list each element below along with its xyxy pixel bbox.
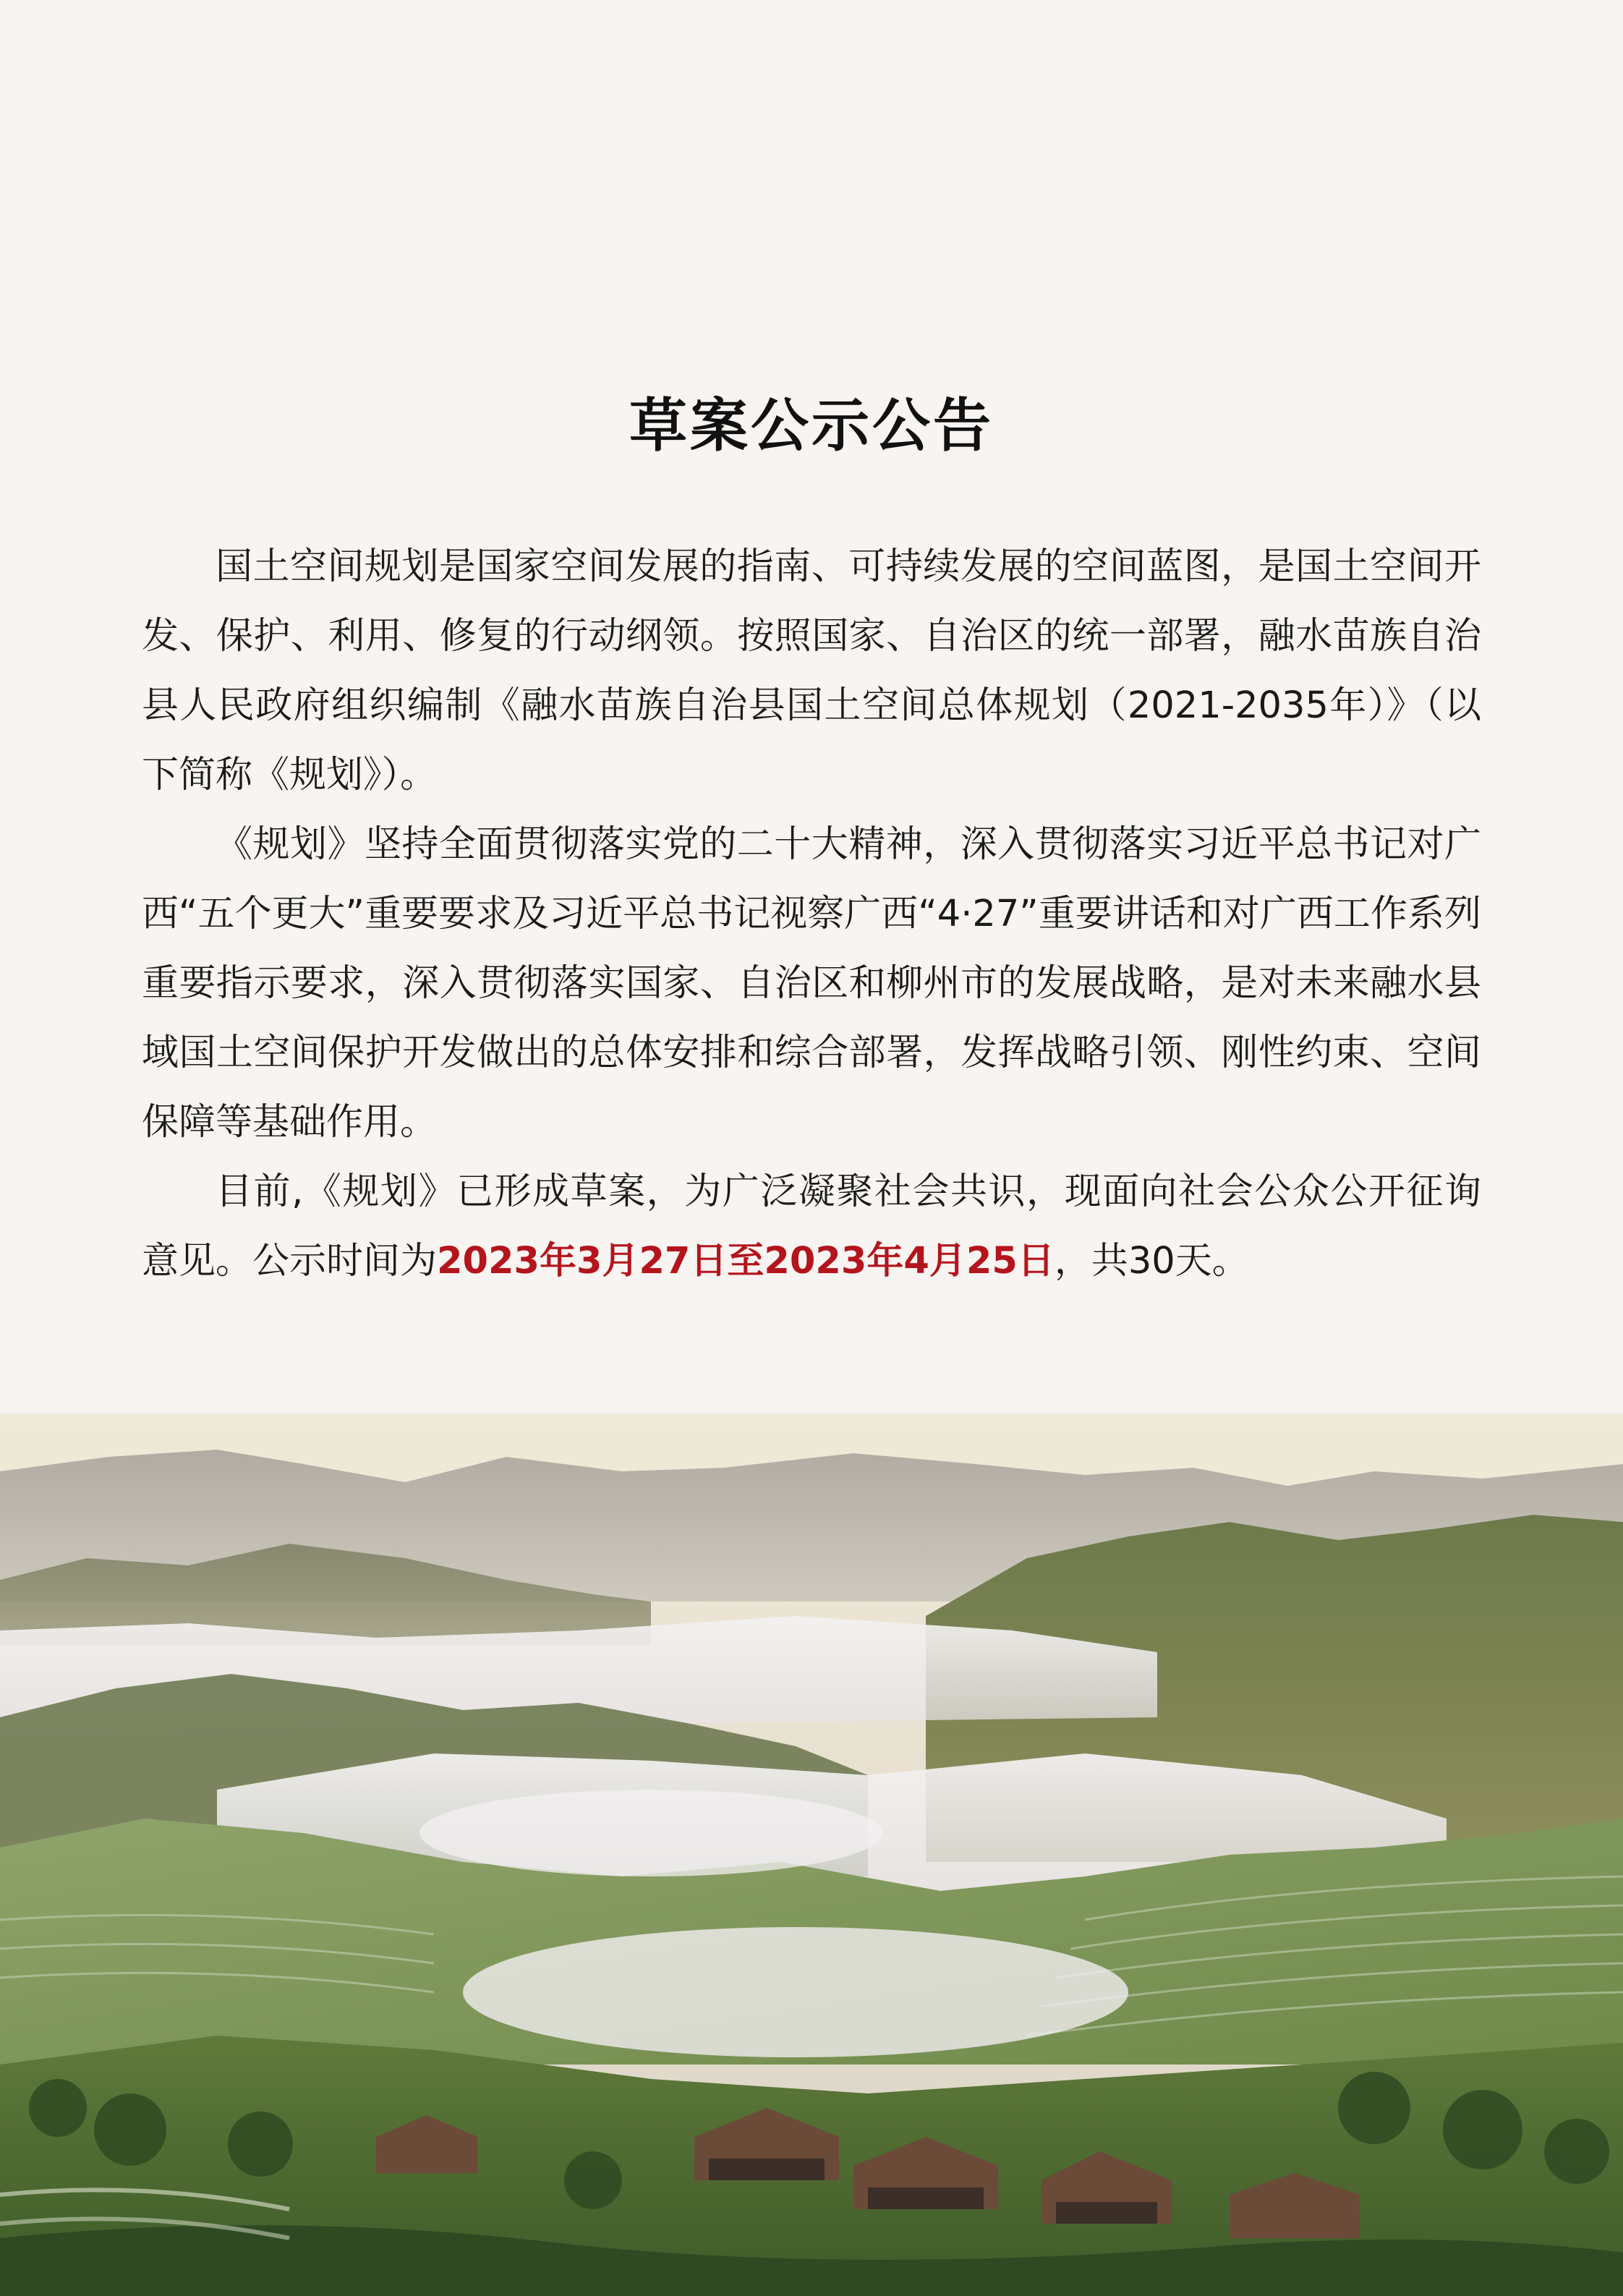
paragraph-principles: 《规划》坚持全面贯彻落实党的二十大精神，深入贯彻落实习近平总书记对广西“五个更大”重要要求及习近平总书记视察广西“4·27”重要讲话和对广西工作系列重要指示要求，深入贯彻落实国家、自治区和柳州市的发展战略，是对未来融水县域国土空间保护开发做出的总体安排和综合部署，发挥战略引领、刚性约束、空间保障等基础作用。 — [142, 823, 1481, 1144]
paragraph-intro: 国土空间规划是国家空间发展的指南、可持续发展的空间蓝图，是国土空间开发、保护、利用、修复的行动纲领。按照国家、自治区的统一部署，融水苗族自治县人民政府组织编制《融水苗族自治县国土空间总体规划（2021-2035年）》（以下简称《规划》）。 — [142, 545, 1481, 796]
paragraph-publicity — [142, 1157, 1481, 1296]
landscape-photo — [0, 1413, 1623, 2296]
notice-title: 草案公示公告 — [629, 391, 994, 459]
mountain-terrace-illustration — [0, 1413, 1623, 2296]
publicity-text-after: ，共30天。 — [1054, 1240, 1249, 1283]
notice-body — [142, 532, 1481, 1296]
publicity-text-before: 目前,《规划》已形成草案，为广泛凝聚社会共识，现面向社会公众公开征询意见。公示时间为 — [142, 1170, 1481, 1283]
publicity-date-range: 2023年3月27日至2023年4月25日 — [437, 1240, 1055, 1283]
